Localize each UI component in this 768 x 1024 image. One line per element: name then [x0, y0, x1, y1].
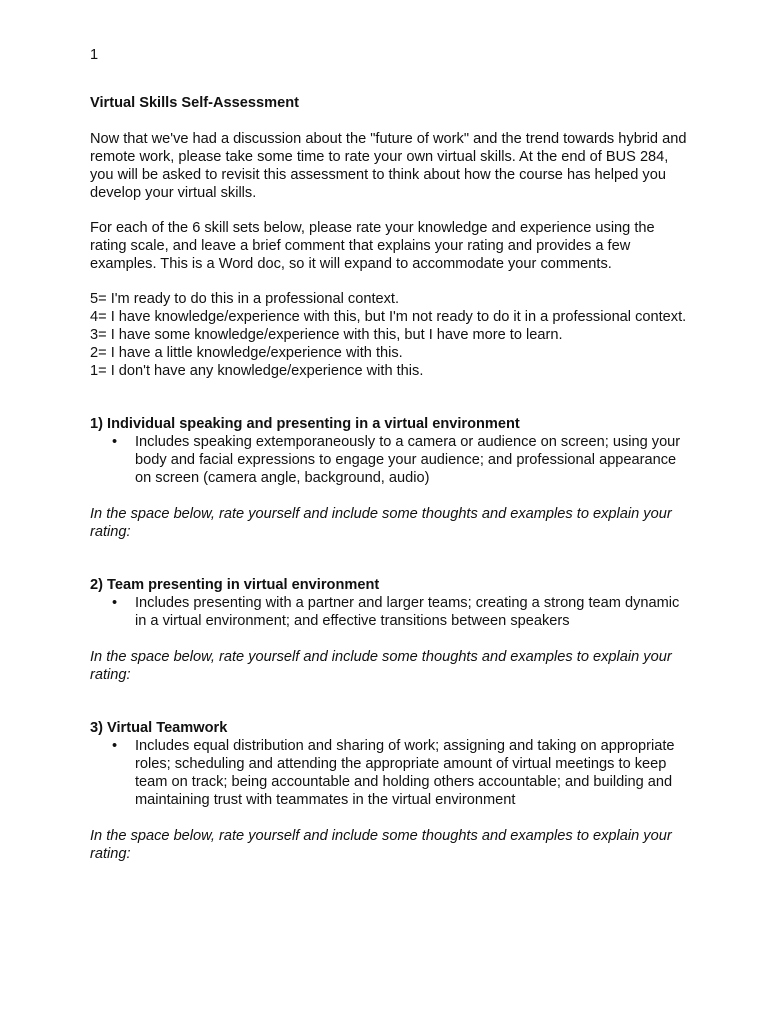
document-page	[90, 46, 690, 898]
instructions-paragraph: For each of the 6 skill sets below, please rate your knowledge and experience using the rating scale, and leave a brief comment that explains your rating and provides a few examples. This is a Word doc, so it will expand to accommodate your comments.	[90, 220, 655, 272]
bullet-text: Includes presenting with a partner and larger teams; creating a strong team dynamic in a virtual environment; and effective transitions between speakers	[135, 595, 680, 629]
intro-paragraph: Now that we've had a discussion about the "future of work" and the trend towards hybrid and remote work, please take some time to rate your own virtual skills. At the end of BUS 284, you will be asked to revisit this assessment to think about how the course has helped you develop your virtual skills.	[90, 131, 687, 201]
bullet-item	[90, 433, 690, 487]
bullet-list	[90, 737, 690, 809]
rating-scale-item: 4= I have knowledge/experience with this, but I'm not ready to do it in a professional context.	[90, 309, 687, 325]
bullet-icon: •	[112, 738, 118, 754]
skill-section-2	[90, 576, 690, 684]
bullet-item	[90, 737, 690, 809]
bullet-icon: •	[112, 434, 118, 450]
bullet-icon: •	[112, 595, 118, 611]
rating-scale-item: 1= I don't have any knowledge/experience with this.	[90, 363, 424, 379]
bullet-text: Includes equal distribution and sharing of work; assigning and taking on appropriate roles; scheduling and attending the appropriate amount of virtual meetings to keep team on track; being accountable and holding others accountable; and building and maintaining trust with teammates in the virtual environment	[135, 738, 675, 808]
rating-prompt: In the space below, rate yourself and include some thoughts and examples to explain your rating:	[90, 828, 672, 862]
rating-scale-item: 5= I'm ready to do this in a professional context.	[90, 291, 400, 307]
section-heading: 3) Virtual Teamwork	[90, 720, 228, 736]
skill-section-1	[90, 415, 690, 541]
rating-prompt: In the space below, rate yourself and include some thoughts and examples to explain your rating:	[90, 506, 672, 540]
rating-scale-item: 2= I have a little knowledge/experience with this.	[90, 345, 403, 361]
bullet-text: Includes speaking extemporaneously to a camera or audience on screen; using your body and facial expressions to engage your audience; and professional appearance on screen (camera angle, background, audio)	[135, 434, 681, 486]
section-heading: 2) Team presenting in virtual environment	[90, 577, 380, 593]
rating-scale-item: 3= I have some knowledge/experience with this, but I have more to learn.	[90, 327, 563, 343]
rating-scale	[90, 290, 690, 380]
bullet-list	[90, 433, 690, 487]
skill-section-3	[90, 719, 690, 863]
bullet-list	[90, 594, 690, 630]
rating-prompt: In the space below, rate yourself and include some thoughts and examples to explain your rating:	[90, 649, 672, 683]
section-heading: 1) Individual speaking and presenting in a virtual environment	[90, 416, 520, 432]
page-number: 1	[90, 47, 99, 63]
bullet-item	[90, 594, 690, 630]
document-title: Virtual Skills Self-Assessment	[90, 95, 300, 111]
